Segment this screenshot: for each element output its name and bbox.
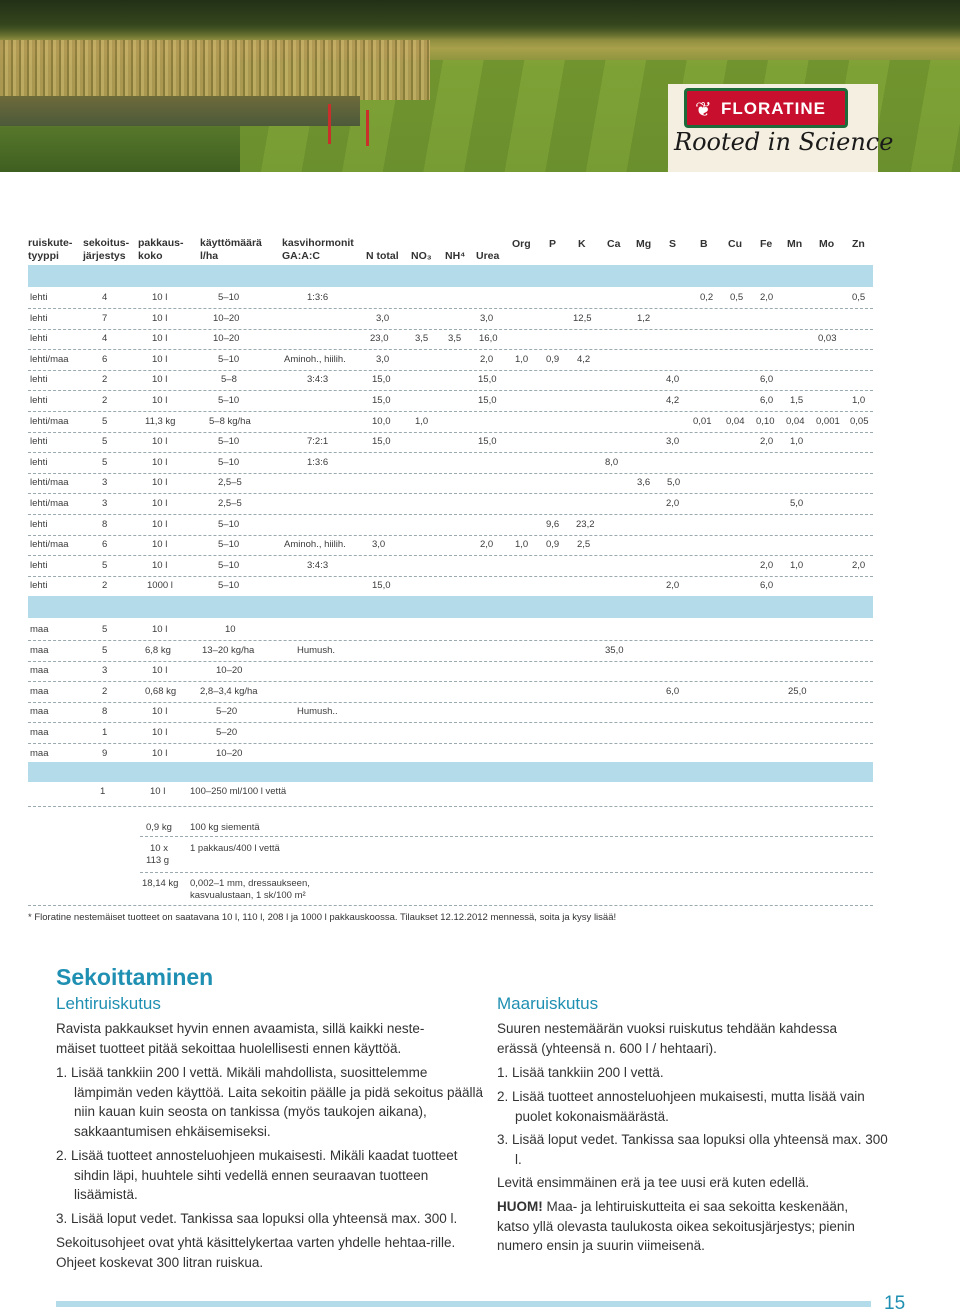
table-cell: 3: [102, 665, 108, 677]
table-cell: 0,04: [786, 415, 805, 427]
column-header-p: P: [549, 238, 557, 250]
flag-pole: [328, 104, 331, 144]
table-cell: 1000 l: [147, 580, 173, 592]
tree-line: [0, 0, 960, 40]
table-cell: 3,6: [637, 477, 651, 489]
table-cell: 10 l: [152, 539, 168, 551]
table-cell: 2,5–5: [218, 477, 242, 489]
column-header-mn: Mn: [787, 238, 803, 250]
column-header-pack-size: pakkaus- koko: [138, 237, 184, 262]
left-step-3: 3. Lisää loput vedet. Tankissa saa lopuksi olla yhteensä max. 300 l.: [56, 1211, 458, 1226]
table-cell: 0,03: [818, 333, 837, 345]
table-cell: 4,2: [577, 353, 591, 365]
table-cell: 4: [102, 292, 108, 303]
table-cell: 7:2:1: [307, 436, 329, 448]
table-cell: lehti: [30, 580, 48, 592]
table-cell: 5–10: [218, 353, 240, 365]
warning-text: Maa- ja lehtiruiskutteita ei saa sekoitta keskenään, katso yllä olevasta taulukosta oikea sekoitusjärjestys; pienin numero ensin ja suurin viimeisenä.: [497, 1199, 855, 1253]
s3-pack: 113 g: [146, 855, 170, 866]
table-cell: 10 l: [152, 353, 168, 365]
table-cell: 3: [102, 477, 108, 489]
table-cell: 8: [102, 518, 108, 530]
column-header-n-total: N total: [366, 250, 399, 262]
table-cell: 23,2: [576, 518, 595, 530]
column-header-mg: Mg: [636, 238, 652, 250]
table-cell: 4: [102, 333, 108, 345]
table-row: [28, 515, 873, 536]
table-cell: 9,6: [546, 518, 560, 530]
table-cell: 1,0: [790, 436, 804, 448]
table-row: [28, 370, 873, 391]
table-cell: 10: [225, 624, 236, 635]
table-cell: 5–10: [218, 395, 240, 406]
warning: [497, 1197, 882, 1256]
table-cell: 6,0: [666, 685, 680, 697]
s3-order: 1: [100, 786, 106, 797]
table-cell: 10–20: [213, 312, 240, 324]
flag-pole: [366, 110, 369, 146]
footer-bar: [56, 1301, 871, 1307]
table-cell: 15,0: [478, 395, 497, 406]
table-cell: Aminoh., hiilih.: [284, 539, 346, 551]
table-cell: maa: [30, 727, 49, 738]
column-header-hormones: kasvihormonit GA:A:C: [282, 237, 354, 262]
column-header-spray-type: ruiskute- tyyppi: [28, 237, 73, 262]
section-title: Sekoittaminen: [56, 964, 214, 990]
table-row: [28, 702, 873, 723]
table-cell: 5–10: [218, 436, 240, 448]
table-cell: 5–10: [218, 580, 240, 592]
table-cell: 6,8 kg: [145, 644, 171, 656]
table-cell: 13–20 kg/ha: [202, 644, 255, 656]
s3-pack: 0,9 kg: [146, 822, 172, 833]
table-cell: 4,0: [666, 374, 680, 386]
s3-rate: 0,002–1 mm, dressaukseen,: [190, 878, 310, 889]
column-header-fe: Fe: [760, 238, 773, 250]
table-cell: maa: [30, 624, 49, 635]
table-cell: 2,8–3,4 kg/ha: [200, 685, 258, 697]
table-cell: 10–20: [216, 665, 243, 677]
table-cell: lehti: [30, 436, 48, 448]
table-cell: 10 l: [152, 498, 168, 509]
table-cell: 6,0: [760, 580, 774, 592]
row-divider: [28, 806, 873, 807]
table-cell: 10 l: [152, 395, 168, 406]
table-row: [28, 412, 873, 433]
table-cell: 25,0: [788, 685, 807, 697]
table-cell: 15,0: [372, 395, 391, 406]
table-cell: 15,0: [372, 436, 391, 448]
table-cell: 3:4:3: [307, 374, 329, 386]
table-cell: 0,01: [693, 415, 712, 427]
table-cell: 0,68 kg: [145, 685, 177, 697]
table-cell: 10 l: [152, 518, 168, 530]
table-cell: lehti: [30, 395, 48, 406]
table-row: [28, 556, 873, 577]
table-cell: 3,0: [666, 436, 680, 448]
column-header-urea: Urea: [476, 250, 500, 262]
table-cell: 1:3:6: [307, 292, 329, 303]
section-band: [28, 265, 873, 287]
left-intro: Ravista pakkaukset hyvin ennen avaamista, sillä kaikki neste-mäiset tuotteet pitää sekoittaa huolellisesti ennen käyttöä.: [56, 1021, 425, 1056]
table-cell: 35,0: [605, 644, 624, 656]
table-cell: 15,0: [372, 580, 391, 592]
table-cell: 10 l: [152, 477, 168, 489]
table-row: [28, 329, 873, 350]
table-cell: 2,0: [480, 353, 494, 365]
leaf-icon: ❦: [695, 99, 712, 121]
table-cell: 2: [102, 374, 108, 386]
table-cell: 5–10: [218, 292, 240, 303]
column-header-k: K: [578, 238, 586, 250]
table-cell: 1,2: [637, 312, 651, 324]
table-cell: 2: [102, 580, 108, 592]
table-cell: 6: [102, 539, 108, 551]
floratine-logo: [684, 88, 848, 128]
table-cell: 15,0: [478, 436, 497, 448]
table-cell: 1,0: [790, 559, 804, 571]
table-cell: 2,5–5: [218, 498, 242, 509]
table-cell: 2,0: [666, 498, 680, 509]
s3-rate: 100–250 ml/100 l vettä: [190, 786, 287, 797]
table-cell: lehti/maa: [30, 353, 69, 365]
section-band: [28, 762, 873, 782]
table-cell: maa: [30, 665, 49, 677]
table-row: [28, 473, 873, 494]
table-cell: 10 l: [152, 312, 168, 324]
table-cell: 2,0: [852, 559, 866, 571]
table-cell: 1:3:6: [307, 456, 329, 468]
column-header-org: Org: [512, 238, 531, 250]
table-cell: lehti/maa: [30, 415, 69, 427]
table-cell: 3:4:3: [307, 559, 329, 571]
column-header-s: S: [669, 238, 677, 250]
left-step-2: 2. Lisää tuotteet annosteluohjeen mukaisesti. Mikäli kaadat tuotteet sihdin läpi, huuhtele sihti vedellä ennen seuraavan tuotteen lisäämistä.: [56, 1148, 458, 1202]
table-cell: 5,0: [790, 498, 804, 509]
subtitle-soil-spray: Maaruiskutus: [497, 994, 599, 1013]
table-cell: 0,9: [546, 539, 560, 551]
pond: [0, 96, 360, 126]
table-cell: 0,2: [700, 292, 714, 303]
table-cell: maa: [30, 747, 49, 759]
table-cell: 1,0: [515, 539, 529, 551]
right-step-3: 3. Lisää loput vedet. Tankissa saa lopuksi olla yhteensä max. 300 l.: [497, 1132, 888, 1167]
table-cell: 10 l: [152, 292, 168, 303]
column-header-mo: Mo: [819, 238, 835, 250]
table-cell: 6: [102, 353, 108, 365]
table-cell: 1: [102, 727, 108, 738]
table-cell: 5: [102, 559, 108, 571]
table-cell: 2,0: [666, 580, 680, 592]
table-cell: 0,05: [850, 415, 869, 427]
table-cell: 5: [102, 415, 108, 427]
table-cell: Humush..: [297, 706, 338, 718]
table-cell: 0,9: [546, 353, 560, 365]
column-header-nh4: NH⁴: [445, 250, 466, 262]
table-row: [28, 432, 873, 453]
s3-pack: 10 x: [150, 843, 168, 854]
s3-rate: kasvualustaan, 1 sk/100 m²: [190, 890, 306, 901]
table-cell: 10 l: [152, 456, 168, 468]
table-cell: 5–10: [218, 559, 240, 571]
right-note: Levitä ensimmäinen erä ja tee uusi erä kuten edellä.: [497, 1175, 810, 1190]
table-cell: 6,0: [760, 395, 774, 406]
row-divider: [140, 872, 873, 873]
table-cell: 2: [102, 685, 108, 697]
table-cell: lehti/maa: [30, 477, 69, 489]
table-cell: 10 l: [152, 559, 168, 571]
table-cell: lehti/maa: [30, 498, 69, 509]
column-header-rate: käyttömäärä l/ha: [200, 237, 262, 262]
table-row: [28, 535, 873, 556]
table-cell: 1,0: [515, 353, 529, 365]
s3-pack: 18,14 kg: [142, 878, 179, 889]
table-row: [28, 723, 873, 744]
table-cell: 1,0: [852, 395, 866, 406]
column-header-zn: Zn: [852, 238, 865, 250]
table-cell: 6,0: [760, 374, 774, 386]
table-cell: 3,0: [376, 353, 390, 365]
table-cell: lehti: [30, 333, 48, 345]
table-cell: 2,0: [760, 436, 774, 448]
table-cell: 5–8 kg/ha: [209, 415, 251, 427]
table-cell: 10 l: [152, 374, 168, 386]
table-cell: maa: [30, 644, 49, 656]
table-cell: maa: [30, 706, 49, 718]
table-row: [28, 641, 873, 662]
table-cell: 0,001: [816, 415, 840, 427]
page-number: 15: [884, 1293, 906, 1314]
table-cell: 15,0: [372, 374, 391, 386]
table-row: [28, 576, 873, 597]
table-cell: 12,5: [573, 312, 592, 324]
table-cell: lehti: [30, 518, 48, 530]
table-cell: lehti: [30, 292, 48, 303]
table-cell: 4,2: [666, 395, 680, 406]
table-cell: 10 l: [152, 706, 168, 718]
table-cell: 10 l: [152, 665, 168, 677]
table-cell: 23,0: [370, 333, 389, 345]
table-cell: 0,5: [852, 292, 866, 303]
row-divider: [140, 836, 873, 837]
table-cell: 5: [102, 624, 108, 635]
table-cell: 3,0: [372, 539, 386, 551]
table-cell: 8: [102, 706, 108, 718]
left-step-1: 1. Lisää tankkiin 200 l vettä. Mikäli mahdollista, suosittelemme lämpimän veden käyttöä. Laita sekoitin päälle ja pidä sekoitus päällä niin kauan kuin seosta on tankissa (myös taukojen aikana), sakkaantumisen ehkäisemiseksi.: [56, 1065, 484, 1139]
column-header-cu: Cu: [728, 238, 742, 250]
table-row: [28, 288, 873, 309]
table-cell: 2: [102, 395, 108, 406]
table-cell: lehti: [30, 374, 48, 386]
column-header-b: B: [700, 238, 708, 250]
logo-brand: FLORATINE: [721, 99, 827, 118]
right-step-1: 1. Lisää tankkiin 200 l vettä.: [497, 1065, 664, 1080]
table-cell: 5–10: [218, 539, 240, 551]
right-step-2: 2. Lisää tuotteet annosteluohjeen mukaisesti, mutta lisää vain puolet kokonaismäärästä.: [497, 1089, 865, 1124]
table-row: [28, 494, 873, 515]
warning-label: HUOM!: [497, 1199, 543, 1214]
table-cell: 2,5: [577, 539, 591, 551]
table-cell: 5–20: [216, 706, 238, 718]
table-cell: 10 l: [152, 727, 168, 738]
table-cell: lehti: [30, 456, 48, 468]
table-cell: 5–20: [216, 727, 238, 738]
table-cell: 0,04: [726, 415, 745, 427]
s3-rate: 100 kg siementä: [190, 822, 260, 833]
column-header-mix-order: sekoitus- järjestys: [83, 237, 130, 262]
row-divider: [28, 905, 873, 906]
table-cell: 2,0: [760, 292, 774, 303]
table-cell: 0,10: [756, 415, 775, 427]
table-cell: 10–20: [216, 747, 243, 759]
table-cell: 5: [102, 456, 108, 468]
table-cell: 5,0: [667, 477, 681, 489]
table-cell: Humush.: [297, 644, 336, 656]
table-cell: 5–10: [218, 456, 240, 468]
column-header-no3: NO₃: [411, 250, 432, 262]
table-cell: 3,5: [415, 333, 429, 345]
table-cell: 16,0: [479, 333, 498, 345]
table-cell: 1,0: [415, 415, 429, 427]
table-row: [28, 309, 873, 330]
table-cell: 5–8: [221, 374, 237, 386]
table-row: [28, 350, 873, 371]
table-cell: 10–20: [213, 333, 240, 345]
table-cell: 3,0: [480, 312, 494, 324]
table-cell: 5: [102, 644, 108, 656]
left-note: Sekoitusohjeet ovat yhtä käsittelykertaa varten yhdelle hehtaa-rille. Ohjeet koskevat 300 litran ruiskua.: [56, 1235, 456, 1270]
table-cell: 15,0: [478, 374, 497, 386]
table-cell: 8,0: [605, 456, 619, 468]
table-row: [28, 391, 873, 412]
table-cell: 7: [102, 312, 108, 324]
table-row: [28, 661, 873, 682]
table-row: [28, 682, 873, 703]
table-cell: Aminoh., hiilih.: [284, 353, 346, 365]
table-cell: 10 l: [152, 436, 168, 448]
table-cell: 1,5: [790, 395, 804, 406]
table-cell: lehti/maa: [30, 539, 69, 551]
table-row: [28, 620, 873, 641]
reeds: [0, 40, 430, 100]
table-row: [28, 453, 873, 474]
table-cell: 11,3 kg: [145, 415, 176, 427]
table-cell: 9: [102, 747, 108, 759]
s3-pack: 10 l: [150, 786, 166, 797]
table-cell: 10 l: [152, 333, 168, 345]
subtitle-leaf-spray: Lehtiruiskutus: [56, 994, 161, 1013]
table-cell: 10 l: [152, 747, 168, 759]
table-cell: 2,0: [480, 539, 494, 551]
table-cell: 10,0: [372, 415, 391, 427]
table-cell: 5–10: [218, 518, 240, 530]
table-cell: 2,0: [760, 559, 774, 571]
table-cell: 3,0: [376, 312, 390, 324]
table-cell: 5: [102, 436, 108, 448]
s3-rate: 1 pakkaus/400 l vettä: [190, 843, 280, 854]
table-cell: 3,5: [448, 333, 462, 345]
column-header-ca: Ca: [607, 238, 621, 250]
right-intro: Suuren nestemäärän vuoksi ruiskutus tehdään kahdessa erässä (yhteensä n. 600 l / hehtaari).: [497, 1021, 837, 1056]
section-band: [28, 596, 873, 618]
table-cell: 10 l: [152, 624, 168, 635]
table-cell: lehti: [30, 559, 48, 571]
table-cell: 0,5: [730, 292, 744, 303]
footnote: * Floratine nestemäiset tuotteet on saatavana 10 l, 110 l, 208 l ja 1000 l pakkauskoossa. Tilaukset 12.12.2012 mennessä, soita ja kysy lisää!: [28, 912, 617, 923]
table-cell: maa: [30, 685, 49, 697]
logo-tagline: Rooted in Science: [674, 128, 894, 156]
table-cell: 3: [102, 498, 108, 509]
table-cell: lehti: [30, 312, 48, 324]
